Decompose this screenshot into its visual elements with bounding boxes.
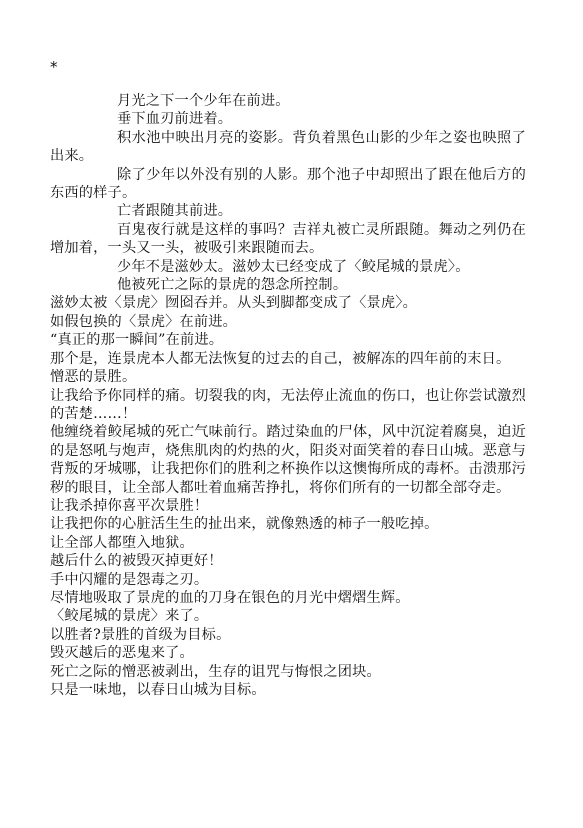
paragraph: 让我把你的心脏活生生的扯出来，就像熟透的柿子一般吃掉。 bbox=[50, 516, 439, 533]
paragraph: 让我杀掉你喜平次景胜！ bbox=[50, 497, 209, 514]
paragraph: 越后什么的被毁灭掉更好！ bbox=[50, 553, 223, 570]
paragraph: 尽情地吸取了景虎的血的刀身在银色的月光中熠熠生辉。 bbox=[50, 589, 410, 606]
paragraph: 让全部人都堕入地狱。 bbox=[50, 534, 194, 551]
paragraph: 积水池中映出月亮的姿影。背负着黑色山影的少年之姿也映照了出来。 bbox=[50, 129, 526, 165]
paragraph: 毁灭越后的恶鬼来了。 bbox=[50, 645, 194, 662]
paragraph: 他缠绕着鲛尾城的死亡气味前行。踏过染血的尸体，风中沉淀着腐臭，迫近的是怒吼与炮声，烧焦肌肉的灼热的火，阳炎对面笑着的春日山城。恶意与背叛的牙城哪，让我把你们的胜利之杯换作以这懊悔所成的毒杯。击溃那污秽的眼目，让全部人都吐着血痛苦挣扎，将你们所有的一切都全部夺走。 bbox=[50, 424, 526, 496]
section-marker: * bbox=[50, 58, 58, 76]
paragraph: 〈鲛尾城的景虎〉来了。 bbox=[50, 608, 209, 625]
paragraph: “真正的那一瞬间”在前进。 bbox=[50, 332, 224, 349]
paragraph: 只是一味地，以春日山城为目标。 bbox=[50, 682, 266, 698]
paragraph: 滋妙太被〈景虎〉囫囵吞并。从头到脚都变成了〈景虎〉。 bbox=[50, 295, 417, 312]
paragraph: 让我给予你同样的痛。切裂我的肉，无法停止流血的伤口，也让你尝试激烈的苦楚……！ bbox=[50, 387, 526, 422]
paragraph: 他被死亡之际的景虎的怨念所控制。 bbox=[117, 277, 348, 294]
paragraph: 除了少年以外没有别的人影。那个池子中却照出了跟在他后方的东西的样子。 bbox=[50, 166, 526, 202]
paragraph: 垂下血刃前进着。 bbox=[117, 111, 233, 128]
paragraph: 死亡之际的憎恶被剥出，生存的诅咒与悔恨之团块。 bbox=[50, 663, 381, 680]
paragraph: 那个是，连景虎本人都无法恢复的过去的自己，被解冻的四年前的末日。 bbox=[50, 350, 511, 367]
paragraph: 憎恶的景胜。 bbox=[50, 369, 137, 386]
paragraph: 少年不是滋妙太。滋妙太已经变成了〈鲛尾城的景虎〉。 bbox=[117, 258, 470, 275]
paragraph: 亡者跟随其前进。 bbox=[117, 203, 233, 220]
paragraph: 月光之下一个少年在前进。 bbox=[117, 93, 290, 109]
paragraph: 手中闪耀的是怨毒之刃。 bbox=[50, 571, 209, 588]
paragraph: 如假包换的〈景虎〉在前进。 bbox=[50, 313, 238, 330]
paragraph: 以胜者?景胜的首级为目标。 bbox=[50, 626, 231, 643]
paragraph: 百鬼夜行就是这样的事吗？吉祥丸被亡灵所跟随。舞动之列仍在增加着，一头又一头，被吸引来跟随而去。 bbox=[50, 221, 526, 257]
body-text bbox=[50, 92, 526, 699]
document-page bbox=[50, 58, 526, 699]
